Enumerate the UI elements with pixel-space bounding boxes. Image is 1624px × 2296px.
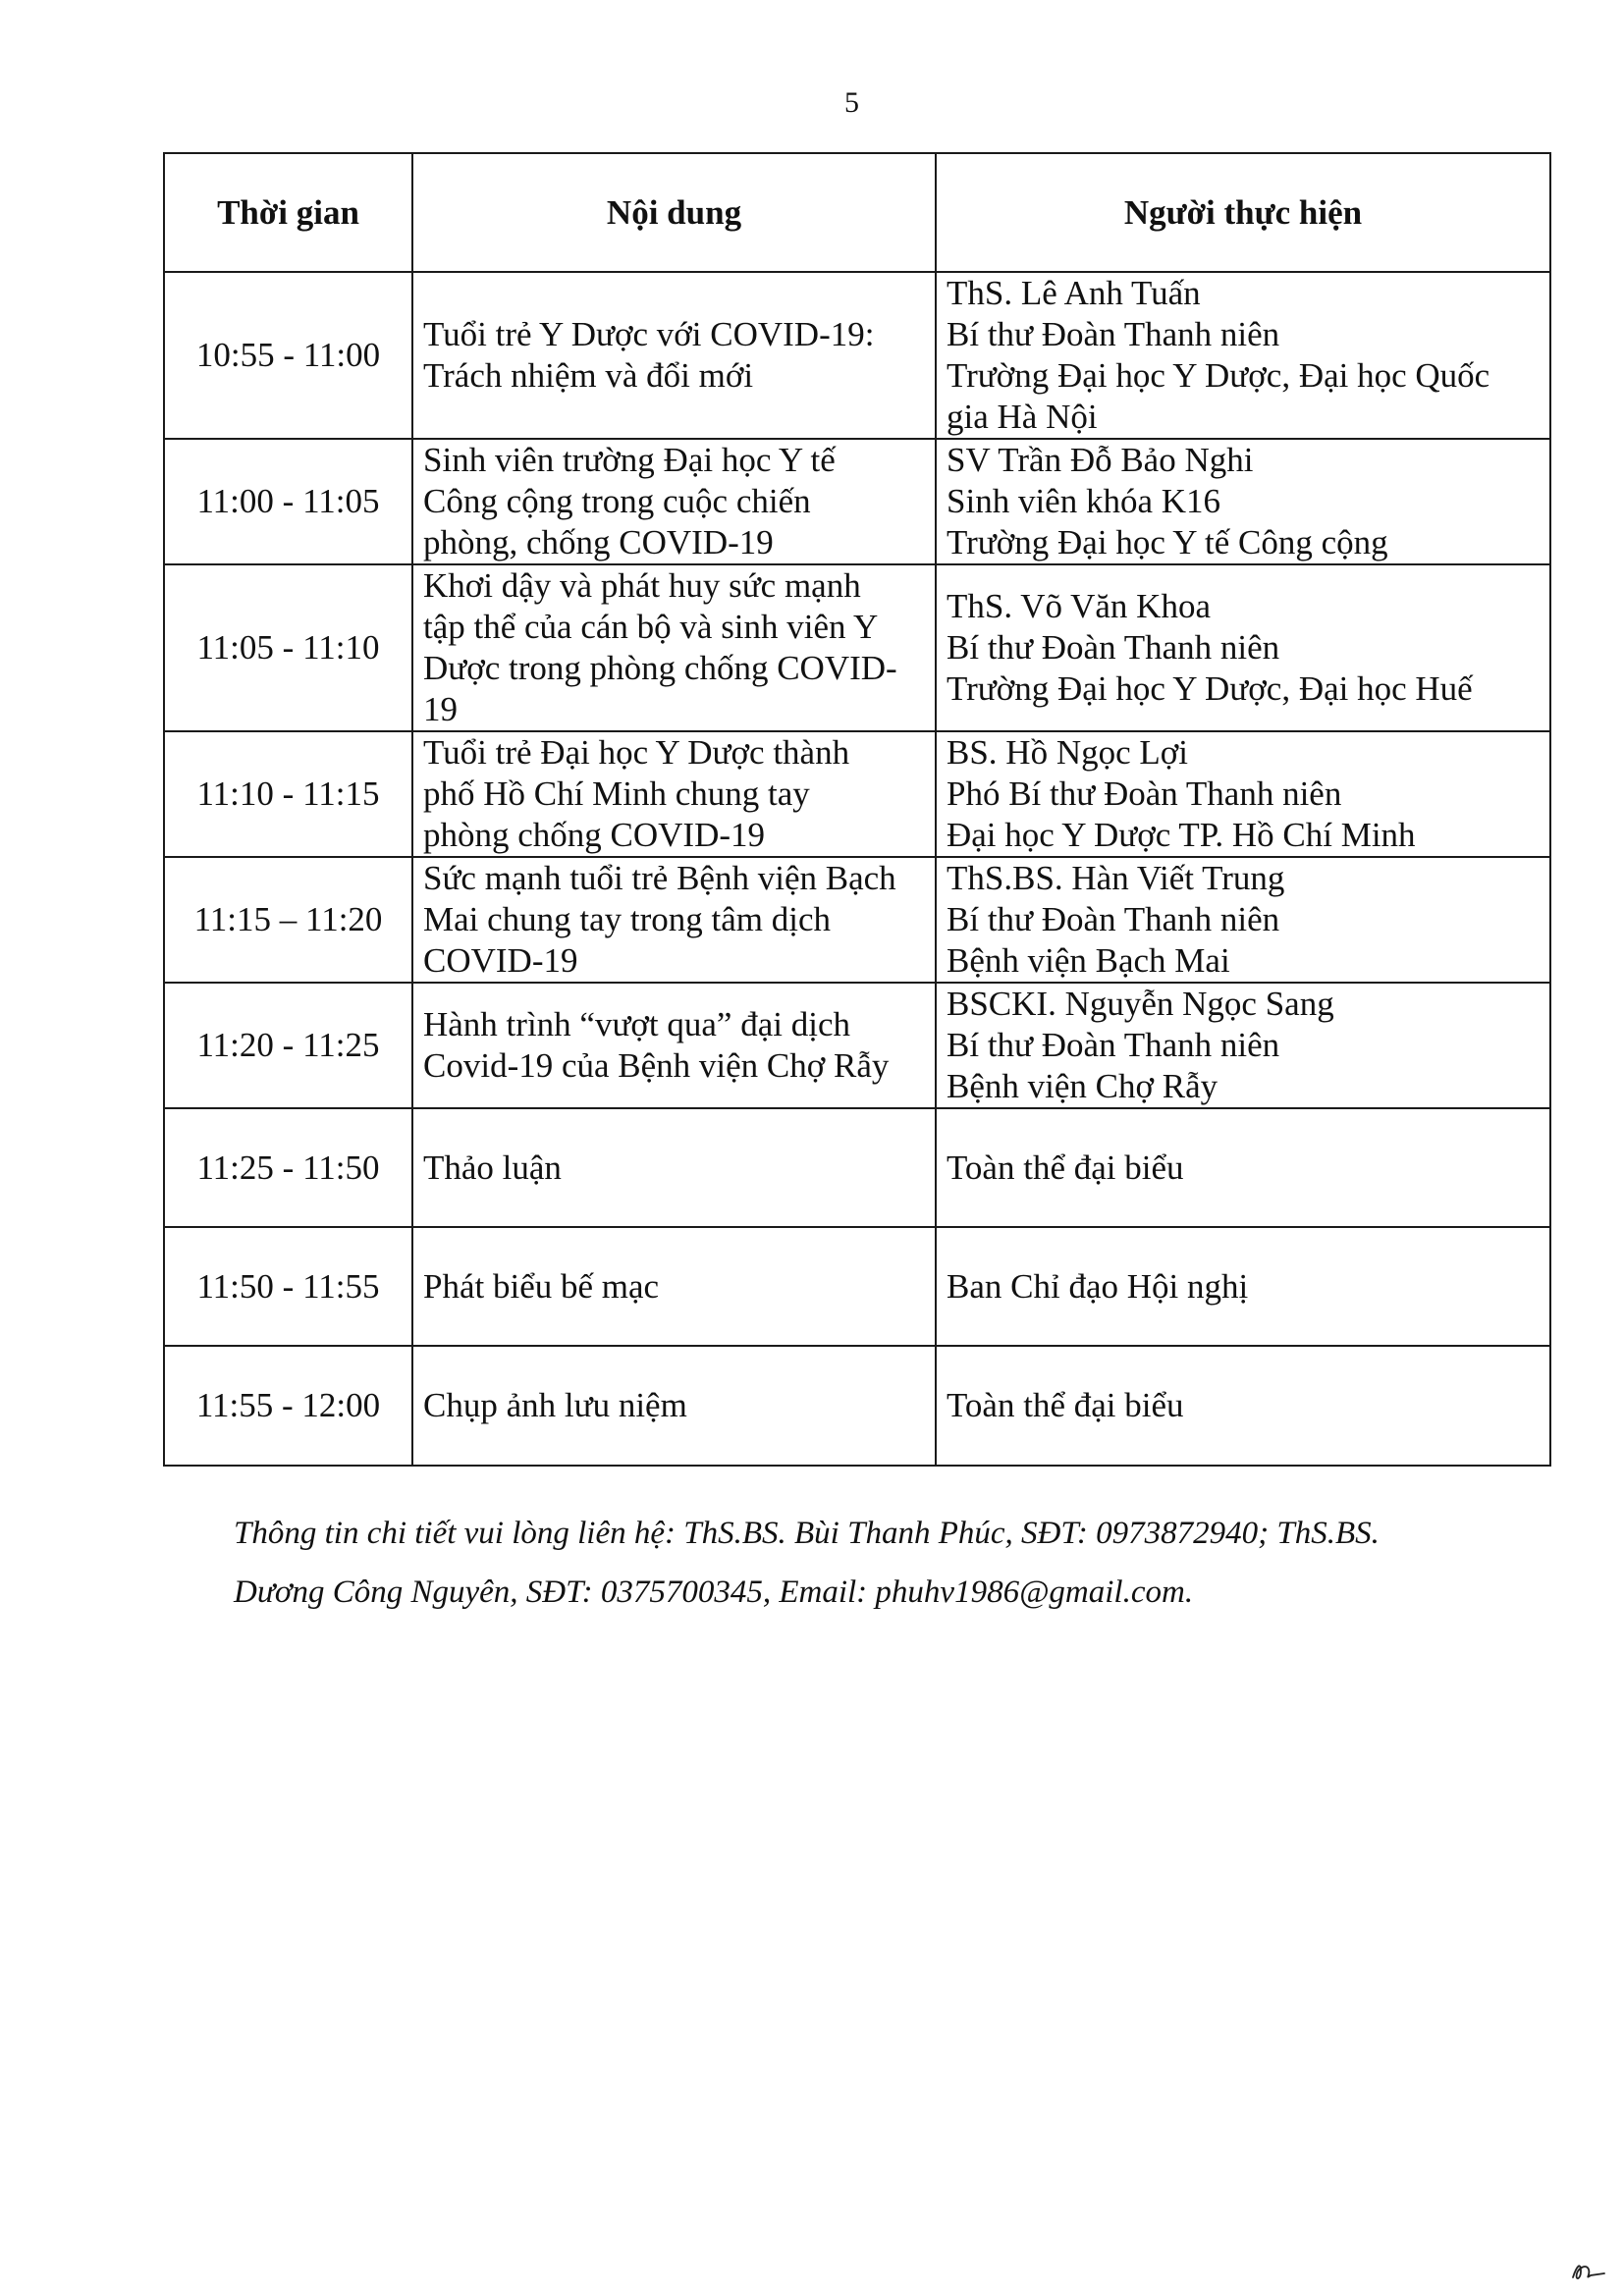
presenter-line: Bí thư Đoàn Thanh niên [947,1026,1280,1064]
table-header-row [164,153,1550,272]
presenter-line: BS. Hồ Ngọc Lợi [947,733,1189,772]
content-line: COVID-19 [423,941,578,980]
presenter-line: gia Hà Nội [947,398,1098,436]
contact-line-2: Dương Công Nguyên, SĐT: 0375700345, Email: phuhv1986@gmail.com. [234,1575,1194,1610]
row-time: 11:50 - 11:55 [164,1227,412,1346]
row-content [412,1346,936,1466]
contact-note [234,1504,1510,1622]
handwritten-initials-mark [1569,2258,1608,2283]
presenter-line: Trường Đại học Y Dược, Đại học Huế [947,669,1473,708]
content-line: phòng, chống COVID-19 [423,523,774,561]
row-presenter [936,564,1550,731]
row-time: 11:20 - 11:25 [164,983,412,1108]
presenter-line: Trường Đại học Y tế Công cộng [947,523,1388,561]
table-row [164,272,1550,439]
row-content [412,1227,936,1346]
presenter-line: Bệnh viện Bạch Mai [947,941,1230,980]
presenter-line: Toàn thể đại biểu [947,1386,1184,1424]
row-content [412,983,936,1108]
table-row [164,983,1550,1108]
content-line: Dược trong phòng chống COVID- [423,649,897,687]
presenter-line: Bí thư Đoàn Thanh niên [947,315,1280,353]
presenter-line: ThS.BS. Hàn Viết Trung [947,859,1285,897]
row-content [412,439,936,564]
presenter-line: SV Trần Đỗ Bảo Nghi [947,441,1254,479]
content-line: Công cộng trong cuộc chiến [423,482,811,520]
row-presenter [936,983,1550,1108]
content-line: 19 [423,690,458,728]
presenter-line: BSCKI. Nguyễn Ngọc Sang [947,985,1334,1023]
content-line: Hành trình “vượt qua” đại dịch [423,1005,850,1043]
content-line: Trách nhiệm và đổi mới [423,356,754,395]
presenter-line: Ban Chỉ đạo Hội nghị [947,1266,1249,1306]
row-presenter [936,731,1550,857]
table-row [164,1108,1550,1227]
row-time: 11:15 – 11:20 [164,857,412,983]
table-row [164,857,1550,983]
header-presenter: Người thực hiện [936,153,1550,272]
table-row [164,731,1550,857]
row-content [412,731,936,857]
row-content [412,564,936,731]
presenter-line: ThS. Lê Anh Tuấn [947,274,1201,312]
contact-line-1: Thông tin chi tiết vui lòng liên hệ: ThS.BS. Bùi Thanh Phúc, SĐT: 0973872940; ThS.BS. [234,1516,1380,1551]
presenter-line: Toàn thể đại biểu [947,1148,1184,1187]
row-presenter [936,1227,1550,1346]
row-presenter [936,272,1550,439]
header-time: Thời gian [164,153,412,272]
presenter-line: Bí thư Đoàn Thanh niên [947,628,1280,667]
row-content [412,857,936,983]
presenter-line: ThS. Võ Văn Khoa [947,587,1211,625]
content-line: tập thể của cán bộ và sinh viên Y [423,608,879,646]
row-content [412,1108,936,1227]
row-time: 11:10 - 11:15 [164,731,412,857]
table-row [164,564,1550,731]
schedule-table [163,152,1551,1467]
row-time: 11:05 - 11:10 [164,564,412,731]
content-line: phòng chống COVID-19 [423,816,766,854]
content-line: Tuổi trẻ Đại học Y Dược thành [423,733,850,772]
table-row [164,1346,1550,1466]
content-line: Chụp ảnh lưu niệm [423,1386,687,1424]
content-line: Phát biểu bế mạc [423,1266,660,1306]
content-line: Sinh viên trường Đại học Y tế [423,441,836,479]
row-content [412,272,936,439]
header-content: Nội dung [412,153,936,272]
presenter-line: Bí thư Đoàn Thanh niên [947,900,1280,938]
row-time: 11:25 - 11:50 [164,1108,412,1227]
page-number: 5 [844,86,859,119]
row-time: 10:55 - 11:00 [164,272,412,439]
content-line: Covid-19 của Bệnh viện Chợ Rẫy [423,1046,890,1085]
row-presenter [936,857,1550,983]
presenter-line: Đại học Y Dược TP. Hồ Chí Minh [947,816,1416,854]
row-presenter [936,439,1550,564]
presenter-line: Phó Bí thư Đoàn Thanh niên [947,774,1342,813]
presenter-line: Trường Đại học Y Dược, Đại học Quốc [947,356,1490,395]
content-line: phố Hồ Chí Minh chung tay [423,774,810,813]
content-line: Thảo luận [423,1148,562,1187]
table-row [164,439,1550,564]
row-presenter [936,1108,1550,1227]
presenter-line: Sinh viên khóa K16 [947,482,1221,520]
row-presenter [936,1346,1550,1466]
row-time: 11:00 - 11:05 [164,439,412,564]
content-line: Khơi dậy và phát huy sức mạnh [423,566,861,605]
content-line: Mai chung tay trong tâm dịch [423,900,832,938]
content-line: Sức mạnh tuổi trẻ Bệnh viện Bạch [423,859,896,897]
table-row [164,1227,1550,1346]
content-line: Tuổi trẻ Y Dược với COVID-19: [423,315,875,353]
presenter-line: Bệnh viện Chợ Rẫy [947,1067,1218,1105]
row-time: 11:55 - 12:00 [164,1346,412,1466]
